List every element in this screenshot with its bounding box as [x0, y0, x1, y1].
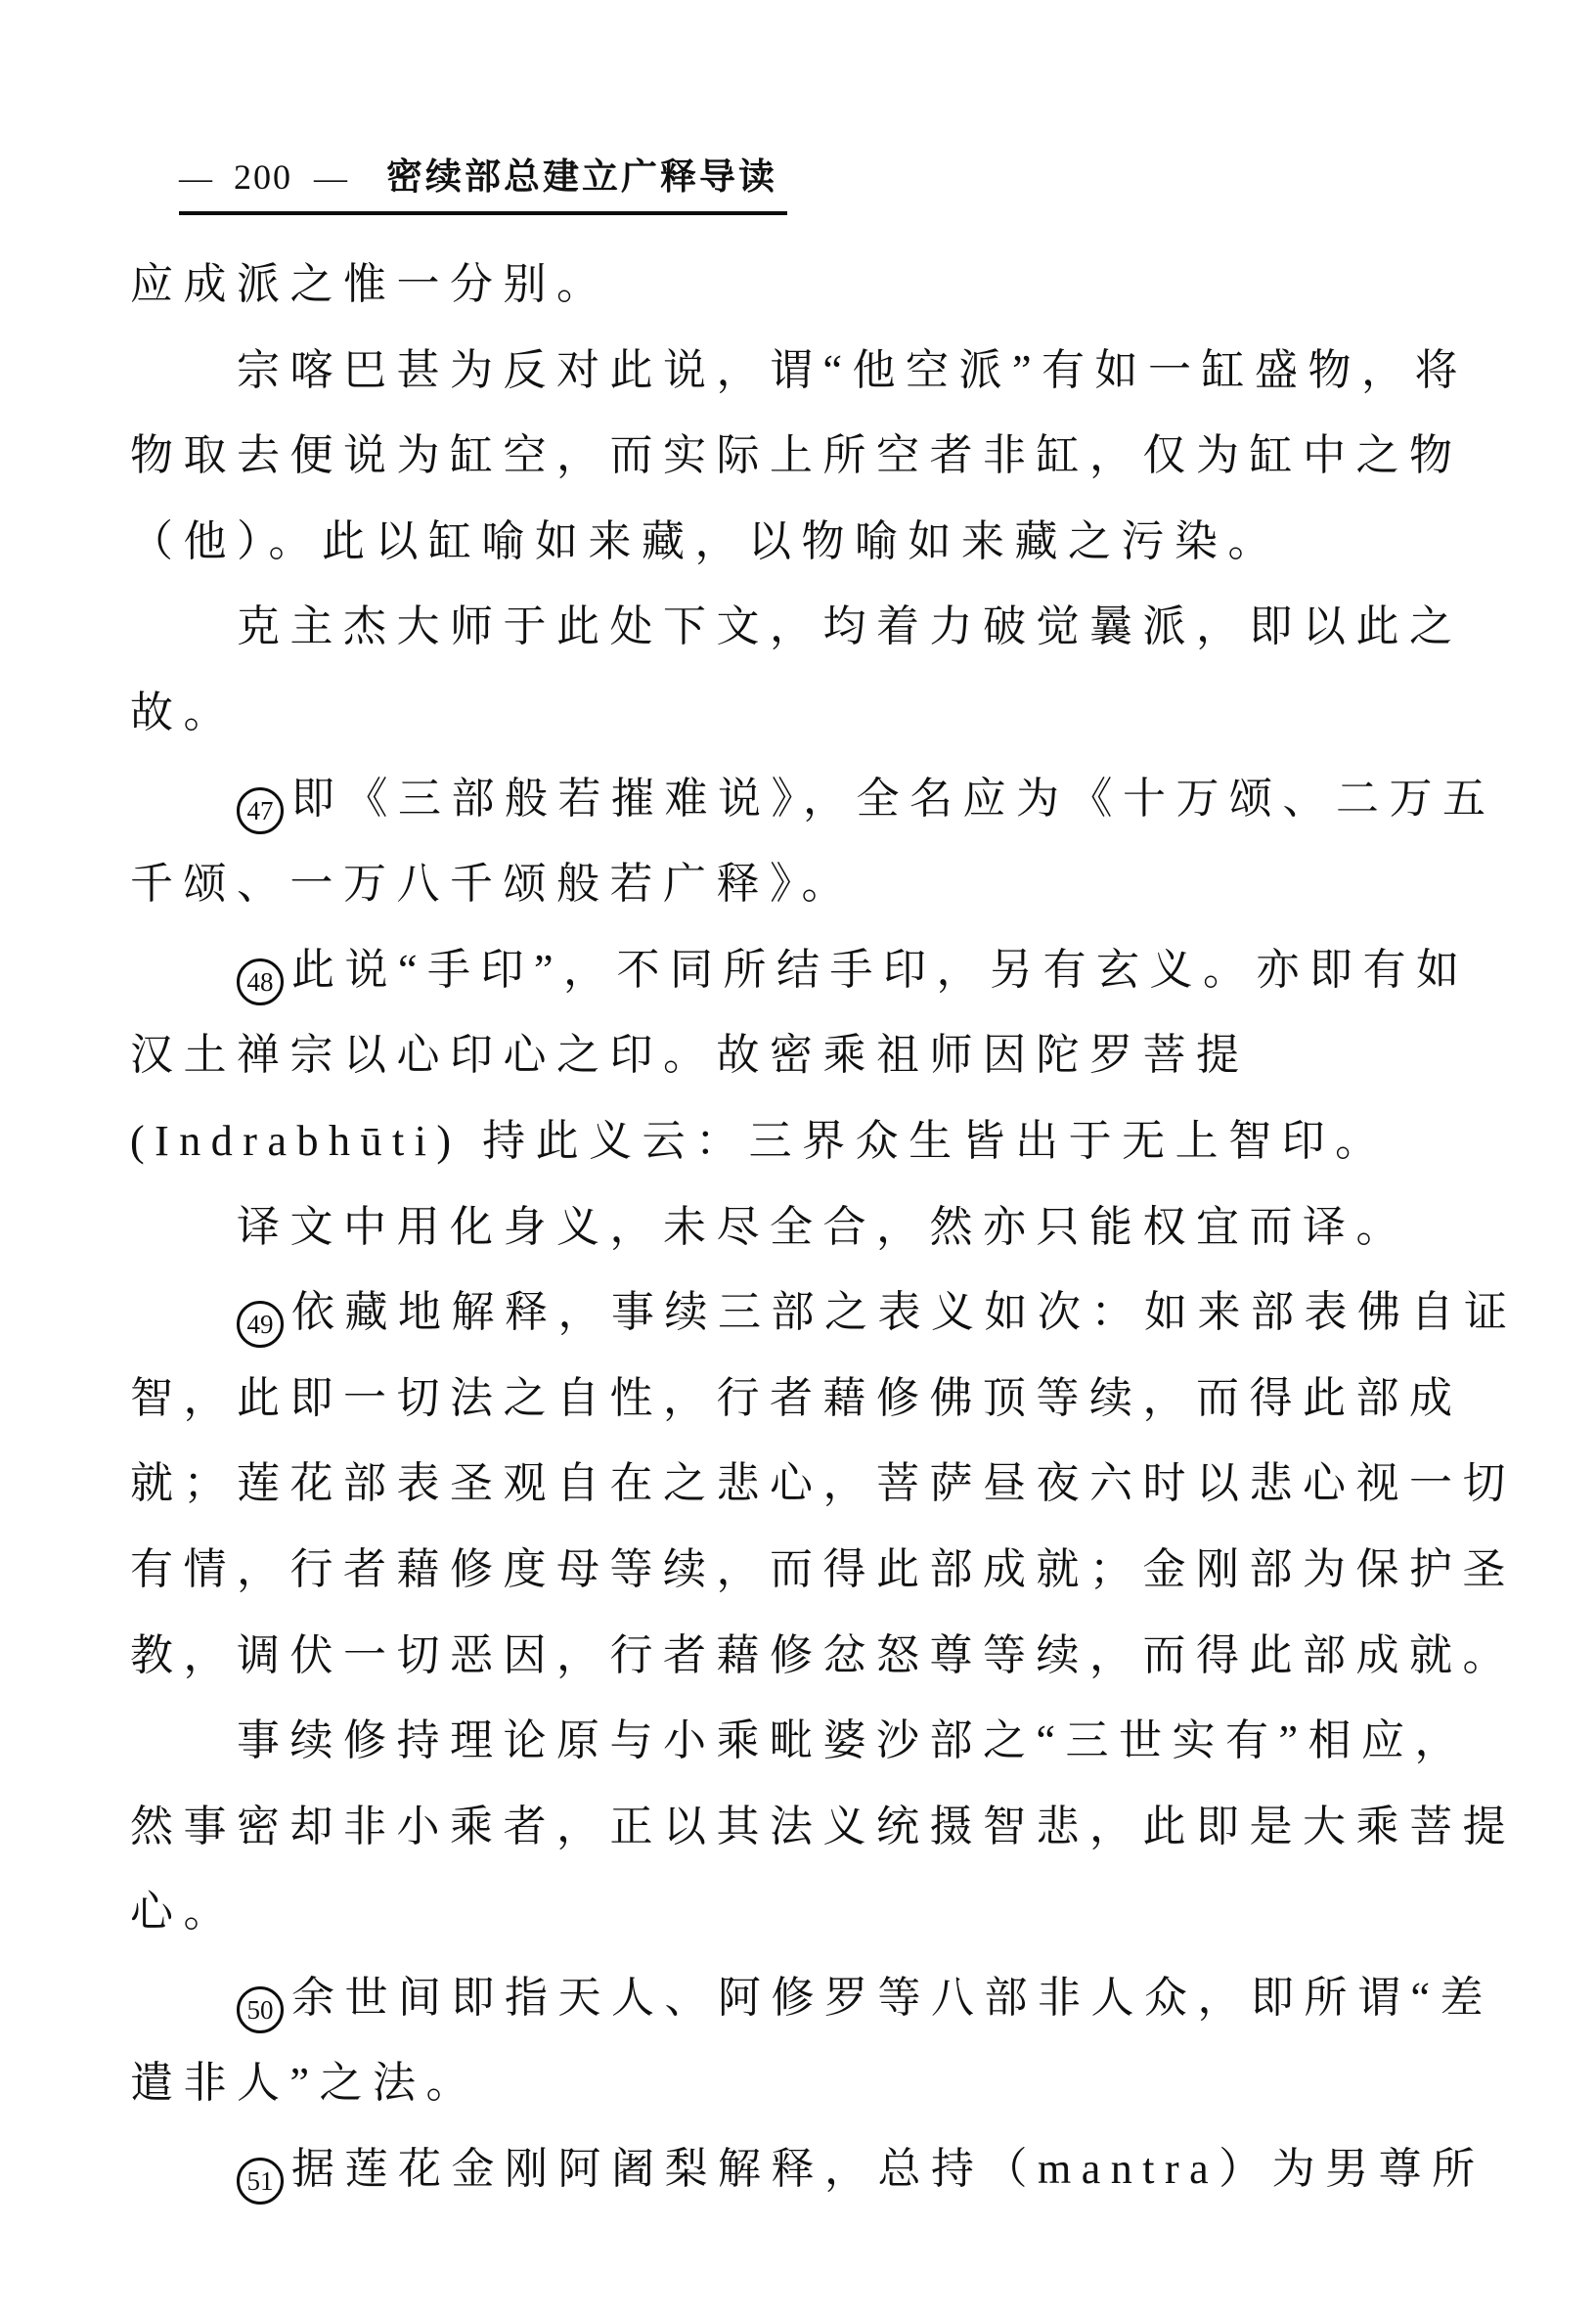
text-line: 智，此即一切法之自性，行者藉修佛顶等续，而得此部成 [130, 1373, 1463, 1422]
circled-footnote-number: 51 [237, 2158, 284, 2205]
text-line: (Indrabhūti) 持此义云：三界众生皆出于无上智印。 [130, 1116, 1389, 1165]
circled-footnote-number: 49 [237, 1301, 284, 1348]
text-line: 事续修持理论原与小乘毗婆沙部之“三世实有”相应， [130, 1716, 1469, 1765]
text-line: 遣非人”之法。 [130, 2059, 480, 2108]
text-line: 有情，行者藉修度母等续，而得此部成就；金刚部为保护圣 [130, 1544, 1516, 1593]
header-dash-left: — [179, 160, 212, 197]
page-number: 200 [234, 157, 292, 197]
text-line: 47 即《三部般若摧难说》，全名应为《十万颂、二万五 [130, 756, 1491, 842]
text-line: （他）。此以缸喻如来藏，以物喻如来藏之污染。 [130, 516, 1281, 565]
text-line: 就；莲花部表圣观自在之悲心，菩萨昼夜六时以悲心视一切 [130, 1459, 1516, 1508]
text-line: 教，调伏一切恶因，行者藉修忿怒尊等续，而得此部成就。 [130, 1630, 1516, 1679]
text-line: 汉土禅宗以心印心之印。故密乘祖师因陀罗菩提 [130, 1031, 1250, 1080]
header-dash-right: — [314, 160, 347, 197]
text-line: 50 余世间即指天人、阿修罗等八部非人众，即所谓“差 [130, 1955, 1491, 2041]
text-line: 译文中用化身义，未尽全合，然亦只能权宜而译。 [130, 1202, 1409, 1251]
page-body [130, 242, 1518, 2212]
text-line: 49 依藏地解释，事续三部之表义如次：如来部表佛自证 [130, 1270, 1491, 1356]
running-header [179, 147, 787, 215]
book-title: 密续部总建立广释导读 [386, 157, 777, 198]
text-line: 应成派之惟一分别。 [130, 260, 610, 308]
text-line: 千颂、一万八千颂般若广释》。 [130, 860, 855, 909]
text-line: 48 此说“手印”，不同所结手印，另有玄义。亦即有如 [130, 927, 1491, 1013]
text-line: 心。 [130, 1888, 237, 1937]
text-line: 51 据莲花金刚阿阇梨解释，总持（mantra）为男尊所 [130, 2126, 1491, 2212]
text-line: 物取去便说为缸空，而实际上所空者非缸，仅为缸中之物 [130, 431, 1463, 480]
text-line: 宗喀巴甚为反对此说，谓“他空派”有如一缸盛物，将 [130, 345, 1469, 394]
text-line: 然事密却非小乘者，正以其法义统摄智悲，此即是大乘菩提 [130, 1802, 1516, 1850]
text-line: 故。 [130, 688, 237, 736]
circled-footnote-number: 50 [237, 1986, 284, 2033]
circled-footnote-number: 48 [237, 958, 284, 1005]
circled-footnote-number: 47 [237, 787, 284, 834]
text-line: 克主杰大师于此处下文，均着力破觉曩派，即以此之 [130, 602, 1463, 651]
